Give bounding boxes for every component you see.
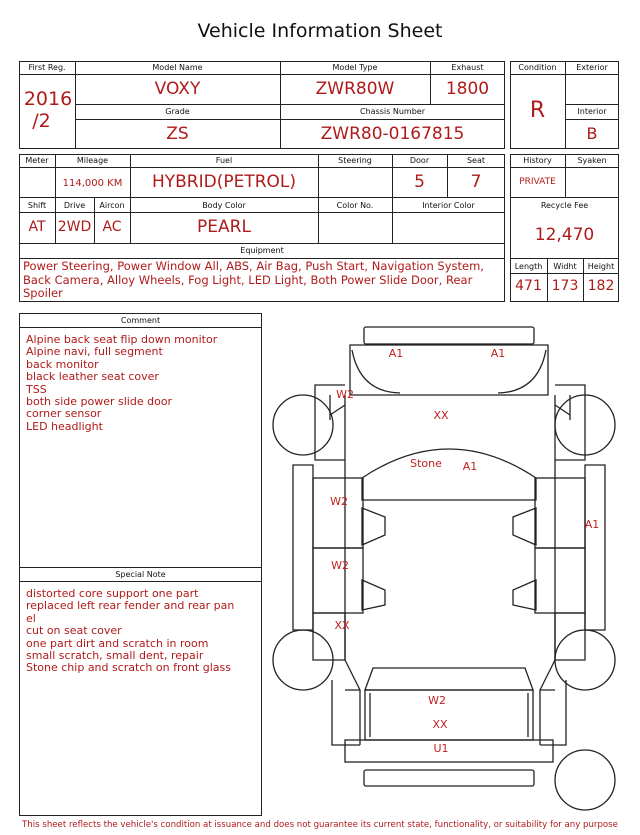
special-note-list [26,588,234,675]
model-name-label: Model Name [152,63,203,72]
exhaust-label: Exhaust [451,63,484,72]
damage-mark: A1 [462,460,478,473]
front-door-left [313,478,363,548]
door-trim-left [362,508,385,610]
recycle-fee-label: Recycle Fee [540,201,589,210]
damage-mark: U1 [433,742,449,755]
shift-label: Shift [27,201,47,210]
grade-label: Grade [165,107,190,116]
note-line: Stone chip and scratch on front glass [26,661,231,675]
body-outline [345,395,555,745]
exhaust-value: 1800 [445,79,490,99]
note-line: small scratch, small dent, repair [26,649,204,663]
model-type-value: ZWR80W [315,79,395,99]
damage-mark: W2 [428,694,446,707]
hood-outline [350,345,548,395]
door-value: 5 [414,172,425,192]
windshield-outline [362,449,536,500]
door-label: Door [409,156,430,165]
condition-value: R [529,98,546,123]
comment-line: corner sensor [26,407,102,421]
height-value: 182 [587,278,615,294]
color-no-label: Color No. [336,201,374,210]
length-label: Length [514,262,543,271]
comment-line: back monitor [26,357,99,371]
steering-label: Steering [338,156,372,165]
comment-line: TSS [26,382,47,396]
meter-label: Meter [25,156,49,165]
note-line: distorted core support one part [26,587,199,600]
damage-mark: A1 [490,347,506,360]
body-color-value: PEARL [197,217,251,237]
equipment-list: Power Steering, Power Window All, ABS, Air Bag, Push Start, Navigation System, Back Camera, Alloy Wheels, Fog Light, LED Light, Both Power Slide Door, Rear Spoiler [23,259,484,300]
drive-label: Drive [63,201,86,210]
aircon-value: AC [102,219,122,235]
exterior-label: Exterior [576,63,608,72]
interior-color-label: Interior Color [422,201,475,210]
rear-fender-right [555,613,585,660]
chassis-number-value: ZWR80-0167815 [320,124,465,144]
spare-wheel [555,750,615,810]
rear-lower-bumper [364,770,534,786]
syaken-label: Syaken [577,156,607,165]
fuel-label: Fuel [215,156,233,165]
door-trim-right [513,508,536,610]
first-reg-month: /2 [32,110,51,132]
model-name-value: VOXY [154,79,201,99]
chassis-number-label: Chassis Number [360,107,425,116]
interior-label: Interior [577,107,607,116]
first-reg-label: First Reg. [28,63,66,72]
comment-list [26,334,217,433]
drive-value: 2WD [57,219,92,235]
body-color-label: Body Color [202,201,246,210]
damage-mark: W2 [331,559,349,572]
model-type-label: Model Type [332,63,378,72]
mileage-label: Mileage [76,156,109,165]
damage-mark: A1 [388,347,404,360]
front-bumper-outline [364,327,534,344]
condition-label: Condition [518,63,557,72]
comment-line: LED headlight [26,419,103,433]
seat-value: 7 [470,172,482,192]
comment-line: Alpine back seat flip down monitor [26,333,218,346]
damage-mark: XX [433,409,449,422]
height-label: Height [587,262,615,271]
rear-bumper-outline [345,740,553,762]
history-value: PRIVATE [519,177,556,187]
damage-mark: XX [432,718,448,731]
history-label: History [523,156,552,165]
damage-mark: Stone [410,457,442,470]
rear-window-outline [365,668,533,690]
note-line: el [26,611,36,625]
comment-line: both side power slide door [26,395,173,409]
disclaimer-footer: This sheet reflects the vehicle's condition at issuance and does not guarantee its current state, functionality, or suitability for any purpose [22,820,618,830]
note-line: cut on seat cover [26,624,122,638]
recycle-fee-value: 12,470 [534,225,595,245]
aircon-label: Aircon [99,201,125,210]
comment-line: Alpine navi, full segment [26,345,163,359]
comment-label: Comment [120,316,161,325]
comment-line: black leather seat cover [26,370,159,384]
grade-value: ZS [166,124,189,144]
special-note-label: Special Note [115,570,166,579]
interior-value: B [586,124,598,143]
tailgate-outline [365,690,533,740]
damage-mark: W2 [336,388,354,401]
first-reg-year: 2016 [23,88,73,110]
rear-door-right [535,548,585,613]
fuel-value: HYBRID(PETROL) [151,172,297,192]
damage-mark: A1 [584,518,600,531]
note-line: replaced left rear fender and rear pan [26,599,235,613]
shift-value: AT [28,219,46,235]
seat-label: Seat [466,156,486,165]
width-value: 173 [551,278,579,294]
length-value: 471 [515,278,542,294]
damage-mark: W2 [330,495,348,508]
car-damage-diagram [270,315,630,820]
sheet-title: Vehicle Information Sheet [197,20,443,42]
front-door-right [535,478,585,548]
wheel-front-left [273,395,333,455]
width-label: Widht [553,262,577,271]
damage-mark: XX [334,619,350,632]
mileage-value: 114,000 KM [62,178,123,189]
note-line: one part dirt and scratch in room [26,636,209,650]
rear-door-left [313,548,363,613]
equipment-label: Equipment [240,246,284,255]
